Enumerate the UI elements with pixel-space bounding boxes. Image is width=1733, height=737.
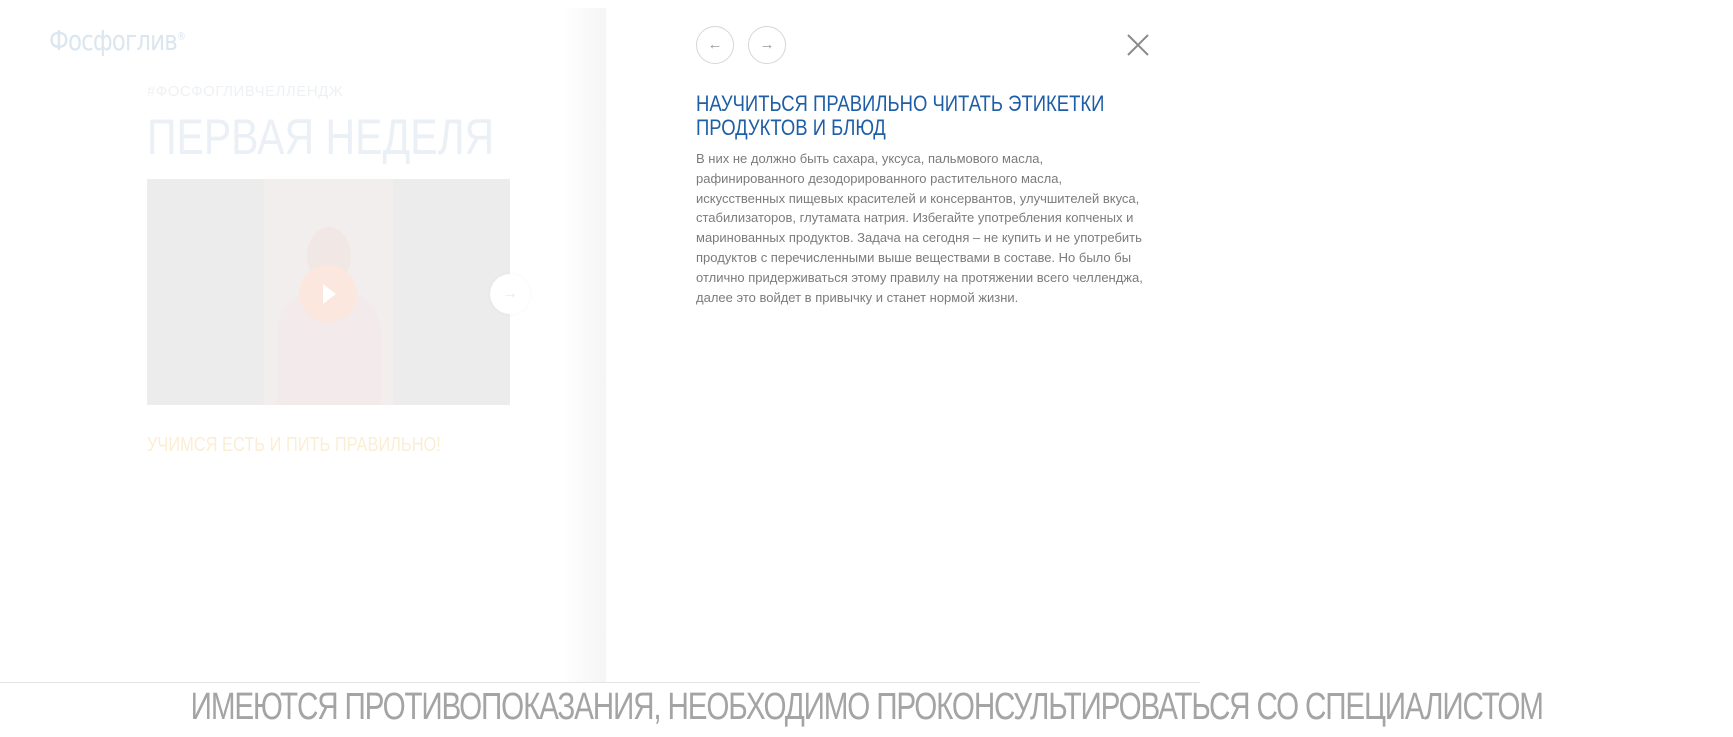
hashtag: #ФОСФОГЛИВЧЕЛЛЕНДЖ: [147, 83, 344, 100]
play-icon: [323, 284, 336, 304]
task-description: В них не должно быть сахара, уксуса, пальмового масла, рафинированного дезодорированного растительного масла, искусственных пищевых красителей и консервантов, улучшителей вкуса, стабилизаторов, глутамата натрия. Избегайте употребления копченых и маринованных продуктов. Задача на сегодня – не купить и не употребить продуктов с перечисленными выше веществами в составе. Но было бы отлично придерживаться этому правилу на протяжении всего челленджа, далее это войдет в привычку и станет нормой жизни.: [696, 151, 1143, 305]
footer-divider: [0, 682, 1200, 683]
prev-button[interactable]: ←: [696, 26, 734, 64]
week-subtitle: УЧИМСЯ ЕСТЬ И ПИТЬ ПРАВИЛЬНО!: [147, 434, 441, 456]
logo[interactable]: [49, 24, 185, 57]
close-icon: [1123, 30, 1153, 60]
task-panel: [606, 8, 1200, 682]
disclaimer-text: ИМЕЮТСЯ ПРОТИВОПОКАЗАНИЯ, НЕОБХОДИМО ПРОКОНСУЛЬТИРОВАТЬСЯ СО СПЕЦИАЛИСТОМ: [190, 686, 1543, 728]
week-title: ПЕРВАЯ НЕДЕЛЯ: [147, 109, 495, 165]
video-player[interactable]: [147, 179, 510, 405]
footer-disclaimer: [0, 686, 1543, 729]
slider-next-button[interactable]: →: [490, 274, 530, 314]
next-button[interactable]: →: [748, 26, 786, 64]
close-button[interactable]: [1123, 30, 1153, 60]
panel-shadow: [560, 8, 606, 682]
task-title: НАУЧИТЬСЯ ПРАВИЛЬНО ЧИТАТЬ ЭТИКЕТКИ ПРОДУКТОВ И БЛЮД: [696, 91, 1105, 140]
play-button[interactable]: [299, 265, 357, 323]
logo-mark: ®: [176, 29, 186, 43]
logo-text: Фосфоглив: [49, 24, 177, 57]
